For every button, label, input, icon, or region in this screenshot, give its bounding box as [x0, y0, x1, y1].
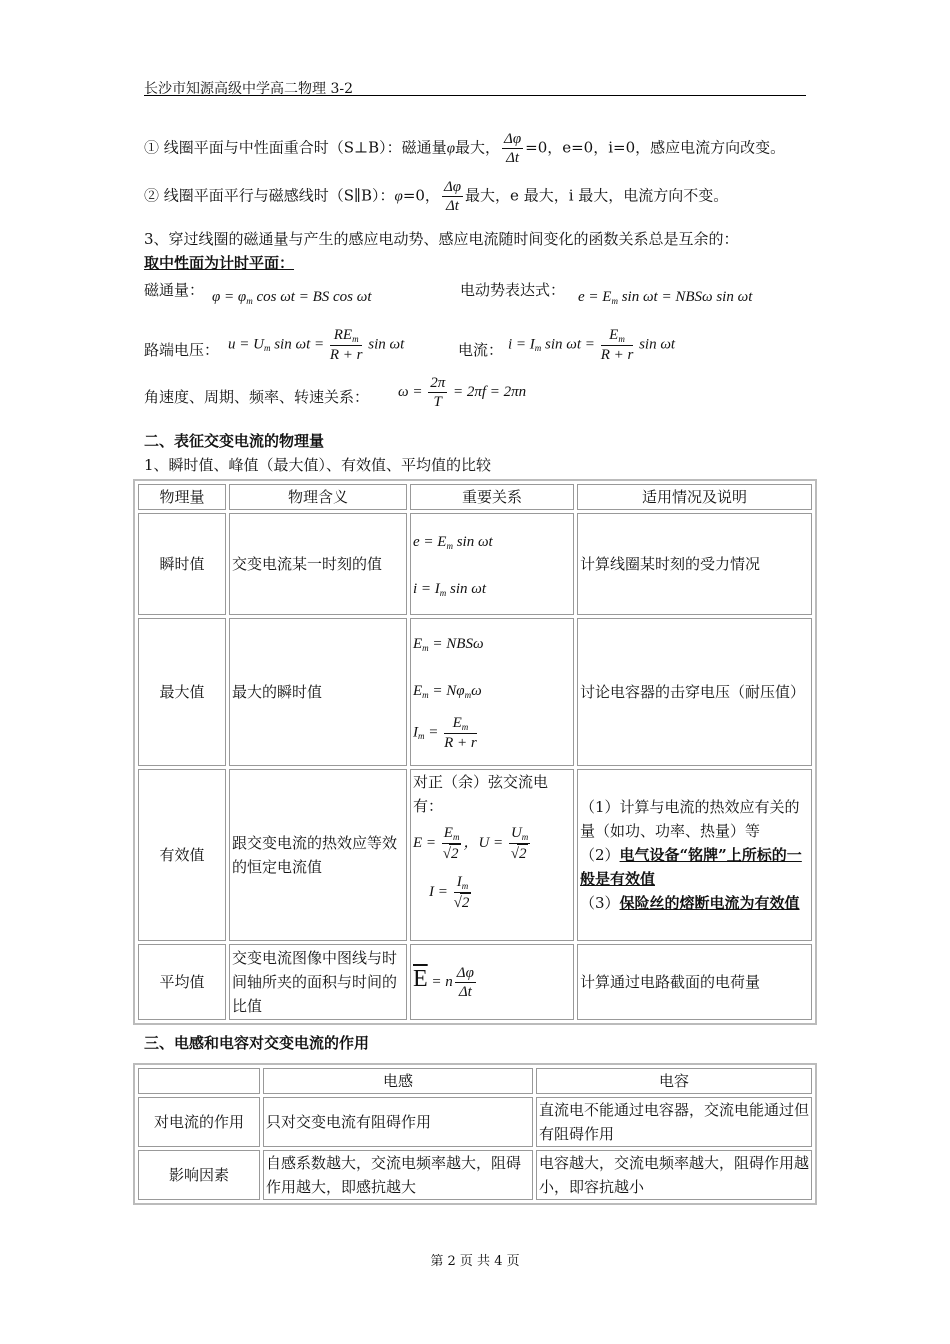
- row-note: 计算线圈某时刻的受力情况: [577, 513, 812, 615]
- table-row: [138, 944, 812, 1020]
- col-header: 电容: [536, 1068, 812, 1094]
- row-relation: $e = E_m$ sin ωt $i = I_m$ sin ωt: [410, 513, 574, 615]
- row-meaning: 交变电流图像中图线与时间轴所夹的面积与时间的比值: [229, 944, 407, 1020]
- angular-label: 角速度、周期、频率、转速关系：: [144, 388, 370, 406]
- row-name: 影响因素: [138, 1150, 260, 1200]
- text-line-2: ② 线圈平面平行与磁感线时（S∥B）：φ=0， $\frac{\Delta\varphi}{\Delta t}$ 最大，e 最大，i 最大，电流方向不变。: [144, 179, 729, 214]
- current-formula: $i = I_m$ sin ωt = $\frac{E_m}{R + r}$ sin ωt: [508, 327, 676, 363]
- row-inductor: 自感系数越大，交流电频率越大，阻碍作用越大，即感抗越大: [263, 1150, 533, 1200]
- row-name: 对电流的作用: [138, 1097, 260, 1147]
- table-row: [138, 618, 812, 766]
- row-note: 讨论电容器的击穿电压（耐压值）: [577, 618, 812, 766]
- voltage-formula: $u = U_m$ sin ωt = $\frac{RE_m}{R + r}$ sin ωt: [228, 327, 405, 363]
- section-2-title: 二、表征交变电流的物理量: [144, 432, 325, 450]
- comparison-table: [133, 479, 817, 1025]
- fraction-dphi-dt: $\frac{\Delta\varphi}{\Delta t}$: [443, 179, 462, 214]
- section-3-title: 三、电感和电容对交变电流的作用: [144, 1034, 370, 1052]
- row-relation: $\overline{E} = n$ $\frac{\Delta\varphi}{\Delta t}$: [410, 944, 574, 1020]
- page-footer: 第 2 页 共 4 页: [430, 1254, 520, 1269]
- col-header: 物理含义: [229, 484, 407, 510]
- fraction-dphi-dt: $\frac{\Delta\varphi}{\Delta t}$: [504, 131, 522, 166]
- page-header: 长沙市知源高级中学高二物理 3-2: [144, 81, 353, 97]
- table-row: [138, 513, 812, 615]
- table-header-row: [138, 1068, 812, 1094]
- col-header: 重要关系: [410, 484, 574, 510]
- flux-formula: $\varphi = \varphi_m$ cos ωt = BS cos ωt: [212, 289, 372, 306]
- inductance-capacitance-table: [133, 1063, 817, 1205]
- section-2-subtitle: 1、瞬时值、峰值（最大值）、有效值、平均值的比较: [144, 456, 492, 474]
- row-name: 平均值: [138, 944, 226, 1020]
- emf-formula: $e = E_m$ sin ωt = NBSω sin ωt: [578, 289, 753, 306]
- row-meaning: 交变电流某一时刻的值: [229, 513, 407, 615]
- row-name: 有效值: [138, 769, 226, 941]
- table-row: [138, 769, 812, 941]
- text-line-3: 3、穿过线圈的磁通量与产生的感应电动势、感应电流随时间变化的函数关系总是互余的：: [144, 230, 739, 248]
- emf-label: 电动势表达式：: [460, 281, 566, 299]
- row-capacitor: 直流电不能通过电容器，交流电能通过但有阻碍作用: [536, 1097, 812, 1147]
- table-row: [138, 1097, 812, 1147]
- col-header: [138, 1068, 260, 1094]
- table-header-row: [138, 484, 812, 510]
- row-note: 计算通过电路截面的电荷量: [577, 944, 812, 1020]
- row-capacitor: 电容越大，交流电频率越大，阻碍作用越小，即容抗越小: [536, 1150, 812, 1200]
- flux-label: 磁通量：: [144, 281, 205, 299]
- row-meaning: 跟交变电流的热效应等效的恒定电流值: [229, 769, 407, 941]
- text-line-4: 取中性面为计时平面：: [144, 254, 295, 272]
- current-label: 电流：: [458, 341, 504, 359]
- col-header: 电感: [263, 1068, 533, 1094]
- text-line-1: ① 线圈平面与中性面重合时（S⊥B）：磁通量φ最大， $\frac{\Delta\varphi}{\Delta t}$ =0，e=0，i=0，感应电流方向改变。: [144, 131, 786, 166]
- row-name: 瞬时值: [138, 513, 226, 615]
- row-relation: $E_m = NBS\omega$ $E_m = N\varphi_m\omega$ $I_m$ = $\frac{E_m}{R + r}$: [410, 618, 574, 766]
- row-relation: 对正（余）弦交流电有： E = $\frac{E_m}{√2}$ ，U = $\frac{U_m}{√2}$ I = $\frac{I_m}{√2}$: [410, 769, 574, 941]
- col-header: 物理量: [138, 484, 226, 510]
- angular-formula: ω = $\frac{2\pi}{T}$ = 2πf = 2πn: [398, 375, 527, 410]
- row-note: （1）计算与电流的热效应有关的量（如功、功率、热量）等 （2）电气设备“铭牌”上所标的一般是有效值 （3）保险丝的熔断电流为有效值: [577, 769, 812, 941]
- row-meaning: 最大的瞬时值: [229, 618, 407, 766]
- header-divider: [144, 95, 806, 96]
- voltage-label: 路端电压：: [144, 341, 220, 359]
- col-header: 适用情况及说明: [577, 484, 812, 510]
- row-inductor: 只对交变电流有阻碍作用: [263, 1097, 533, 1147]
- row-name: 最大值: [138, 618, 226, 766]
- table-row: [138, 1150, 812, 1200]
